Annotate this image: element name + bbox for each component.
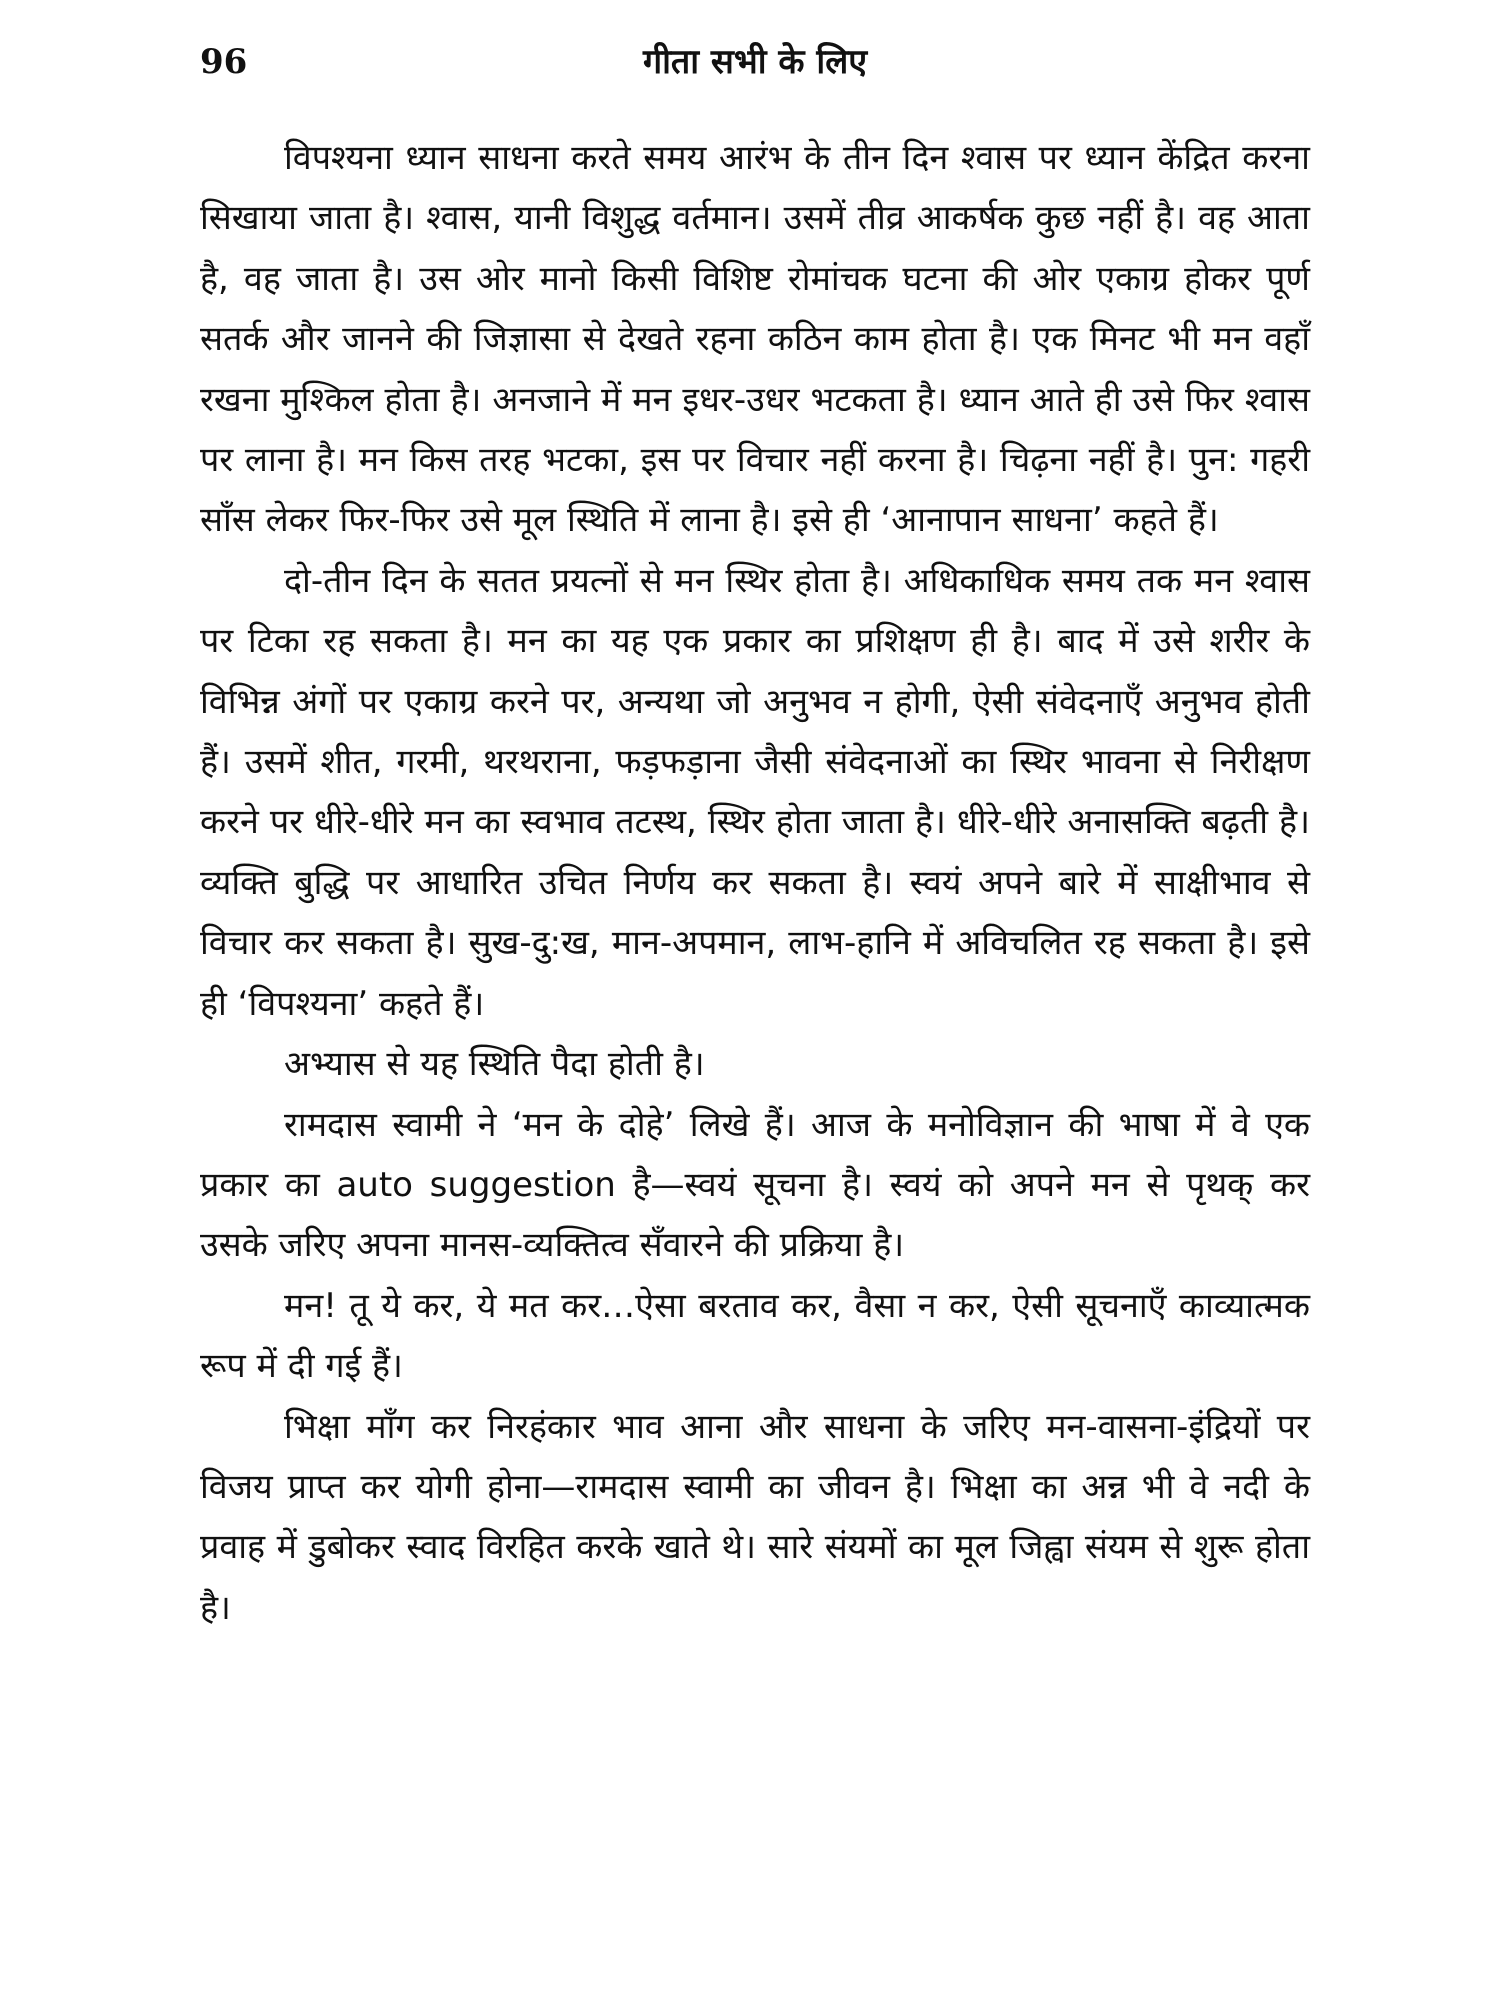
running-title: गीता सभी के लिए xyxy=(642,42,868,82)
paragraph: अभ्यास से यह स्थिति पैदा होती है। xyxy=(284,1044,705,1085)
paragraph: भिक्षा माँग कर निरहंकार भाव आना और साधना के जरिए मन-वासना-इंद्रियों पर विजय प्राप्त कर योगी होना—रामदास स्वामी का जीवन है। भिक्षा का अन्न भी वे नदी के प्रवाह में डुबोकर स्वाद विरहित करके खाते थे। सारे संयमों का मूल जिह्वा संयम से शुरू होता है। xyxy=(200,1406,1310,1628)
paragraph: मन! तू ये कर, ये मत कर…ऐसा बरताव कर, वैसा न कर, ऐसी सूचनाएँ काव्यात्मक रूप में दी गई हैं। xyxy=(200,1285,1310,1387)
paragraph: विपश्यना ध्यान साधना करते समय आरंभ के तीन दिन श्वास पर ध्यान केंद्रित करना सिखाया जाता है। श्वास, यानी विशुद्ध वर्तमान। उसमें तीव्र आकर्षक कुछ नहीं है। वह आता है, वह जाता है। उस ओर मानो किसी विशिष्ट रोमांचक घटना की ओर एकाग्र होकर पूर्ण सतर्क और जानने की जिज्ञासा से देखते रहना कठिन काम होता है। एक मिनट भी मन वहाँ रखना मुश्किल होता है। अनजाने में मन इधर-उधर भटकता है। ध्यान आते ही उसे फिर श्वास पर लाना है। मन किस तरह भटका, इस पर विचार नहीं करना है। चिढ़ना नहीं है। पुन: गहरी साँस लेकर फिर-फिर उसे मूल स्थिति में लाना है। इसे ही ‘आनापान साधना’ कहते हैं। xyxy=(200,138,1310,541)
page-header xyxy=(200,42,1310,102)
page-number: 96 xyxy=(200,42,248,82)
body-text xyxy=(200,128,1310,1638)
paragraph: दो-तीन दिन के सतत प्रयत्नों से मन स्थिर होता है। अधिकाधिक समय तक मन श्वास पर टिका रह सकता है। मन का यह एक प्रकार का प्रशिक्षण ही है। बाद में उसे शरीर के विभिन्न अंगों पर एकाग्र करने पर, अन्यथा जो अनुभव न होगी, ऐसी संवेदनाएँ अनुभव होती हैं। उसमें शीत, गरमी, थरथराना, फड़फड़ाना जैसी संवेदनाओं का स्थिर भावना से निरीक्षण करने पर धीरे-धीरे मन का स्वभाव तटस्थ, स्थिर होता जाता है। धीरे-धीरे अनासक्ति बढ़ती है। व्यक्ति बुद्धि पर आधारित उचित निर्णय कर सकता है। स्वयं अपने बारे में साक्षीभाव से विचार कर सकता है। सुख-दु:ख, मान-अपमान, लाभ-हानि में अविचलित रह सकता है। इसे ही ‘विपश्यना’ कहते हैं। xyxy=(200,560,1310,1024)
paragraph: रामदास स्वामी ने ‘मन के दोहे’ लिखे हैं। आज के मनोविज्ञान की भाषा में वे एक प्रकार का auto suggestion है—स्वयं सूचना है। स्वयं को अपने मन से पृथक् कर उसके जरिए अपना मानस-व्यक्तित्व सँवारने की प्रक्रिया है। xyxy=(200,1104,1310,1266)
